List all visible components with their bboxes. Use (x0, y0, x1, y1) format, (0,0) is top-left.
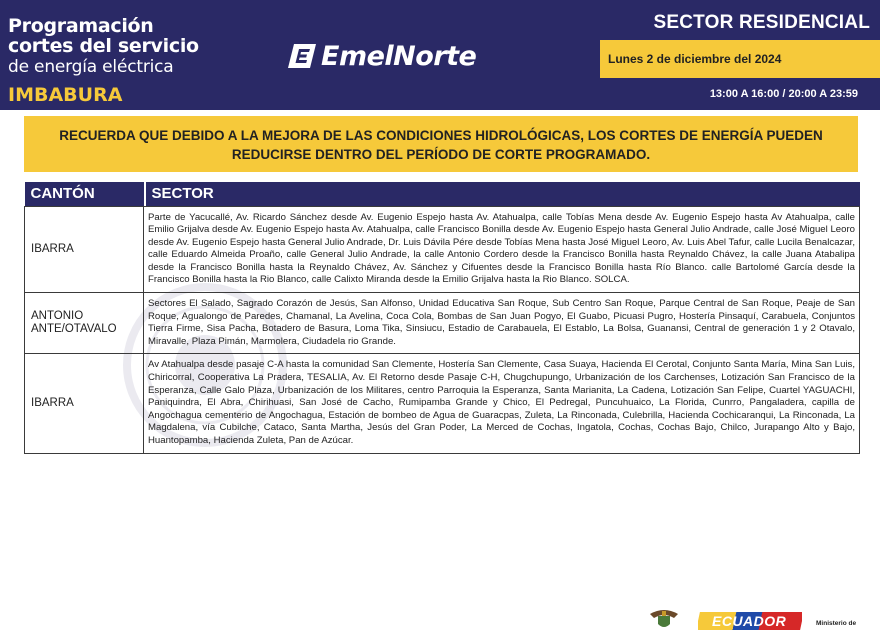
sector-type-title: SECTOR RESIDENCIAL (653, 12, 870, 33)
page-header (0, 0, 880, 110)
notice-text: RECUERDA QUE DEBIDO A LA MEJORA DE LAS CONDICIONES HIDROLÓGICAS, LOS CORTES DE ENERGÍA PUEDEN REDUCIRSE DENTRO DEL PERÍODO DE CORTE PROGRAMADO. (59, 128, 823, 162)
canton-cell: IBARRA (25, 206, 144, 293)
notice-banner (24, 116, 858, 172)
header-title-line2: cortes del servicio (8, 35, 199, 57)
ministry-label: Ministerio de (816, 620, 857, 627)
table-row (25, 354, 860, 453)
outage-schedule-table (24, 182, 860, 454)
sector-cell: Sectores El Salado, Sagrado Corazón de Jesús, San Alfonso, Unidad Educativa San Roque, Sub Centro San Roque, Parque Central de San Roque, Peaje de San Roque, Agualongo de Paredes, Chamanal, La Avelina, Coca Cola, Bombas de San Juan Pogyo, El Guabo, Picuasi Pugro, Hostería Pinsaquí, Carabuela, Conjuntos Tierra Firme, Sisa Pacha, Botadero de Basura, Loma Tika, Sinsiucu, Estadio de Carabauela, El Establo, La Bolsa, Guanansi, Central de generación 1 y 2 Otavalo, Miravalle, Plaza Pimán, Marmolera, Ciudadela rio Grande. (144, 293, 860, 354)
date-box (600, 40, 880, 78)
ecuador-logo-text: ECUADOR (712, 613, 787, 629)
outage-date: Lunes 2 de diciembre del 2024 (608, 52, 782, 66)
canton-cell: ANTONIO ANTE/OTAVALO (25, 293, 144, 354)
canton-cell: IBARRA (25, 354, 144, 453)
column-header-sector: SECTOR (146, 182, 860, 206)
column-header-canton: CANTÓN (25, 182, 144, 206)
ecuador-shield-icon (646, 608, 682, 630)
table-header-row (25, 182, 860, 206)
outage-hours: 13:00 A 16:00 / 20:00 A 23:59 (709, 88, 858, 100)
emelnorte-logo (288, 41, 476, 71)
table-row (25, 293, 860, 354)
sector-cell: Parte de Yacucallé, Av. Ricardo Sánchez desde Av. Eugenio Espejo hasta Av. Atahualpa, calle Tobías Mena desde Av. Eugenio Espejo hasta Av Atahualpa, calle Emilio Grijalva desde Av. Eugenio Espejo hasta Av. Atahualpa, calle Francisco Bonilla desde Av. Eugenio Espejo hasta General Julio Andrade, calle José Miguel Leoro desde Av. Eugenio Espejo hasta General Julio Andrade, Dr. Luis Dávila Pére desde Tobías Mena hasta José Miguel Leoro, Av. Luis Abel Tafur, calle Lucila Benalcazar, calle Eduardo Almeida Proaño, calle General Julio Andrade, la calle Antonio Cordero desde la Francisco Bonilla hasta Reynaldo Chávez, la calle Juana Atabalipa desde la Francisco Bonilla hasta la Reynaldo Chávez, Av. Sánchez y Cifuentes desde la Francisco Bonilla hasta Río Blanco. calle Bartolomé García desde la Francisco Bonilla hasta la Rio Blanco, calle Calixto Miranda desde la Emilio Grijalva hasta la Rio Blanco. SOLCA. (144, 206, 860, 293)
ecuador-government-logo (698, 612, 802, 630)
table-row (25, 206, 860, 293)
emelnorte-logo-text: EmelNorte (321, 40, 477, 72)
emelnorte-logo-icon (288, 42, 318, 70)
sector-cell: Av Atahualpa desde pasaje C-A hasta la comunidad San Clemente, Hostería San Clemente, Casa Suaya, Hacienda El Cerotal, Conjunto Santa María, Mina San Luis, Chiricorral, Cooperativa La Pradera, TESALIA, Av. El Retorno desde Pasaje C-H, Chugchupungo, Urbanización de los Carchenses, Lotización San Francisco de la Esperanza, Calle Galo Plaza, Urbanización de los Militares, centro Parroquia la Esperanza, Santa Marianita, La Cadena, Lotización San Felipe, Cuartel YAGUACHI, Paniquindra, El Abra, Chirihuasi, San José de Cacho, Rumipamba Grande y Chico, El Pedregal, Puncuhuaico, La Florida, Cunrro, Pangaladera, capilla de Angochagua cementerio de Angochagua, Estación de bombeo de Agua de Guaracpas, Zuleta, La Rinconada, Culebrilla, Hacienda Cochicaranqui, La Rinconada, La Magdalena, vía Cubilche, Cataco, Santa Martha, Jesús del Gran Poder, La Merced de Cochas, Ingatola, Cochas, Cochas Bajo, Chilco, Jurapango Alto y Bajo, Huantopamba, Hacienda Zuleta, Pan de Azúcar. (144, 354, 860, 453)
header-title-line1: Programación (8, 15, 154, 37)
header-title-line3: de energía eléctrica (8, 57, 174, 77)
province-name: IMBABURA (8, 84, 123, 106)
